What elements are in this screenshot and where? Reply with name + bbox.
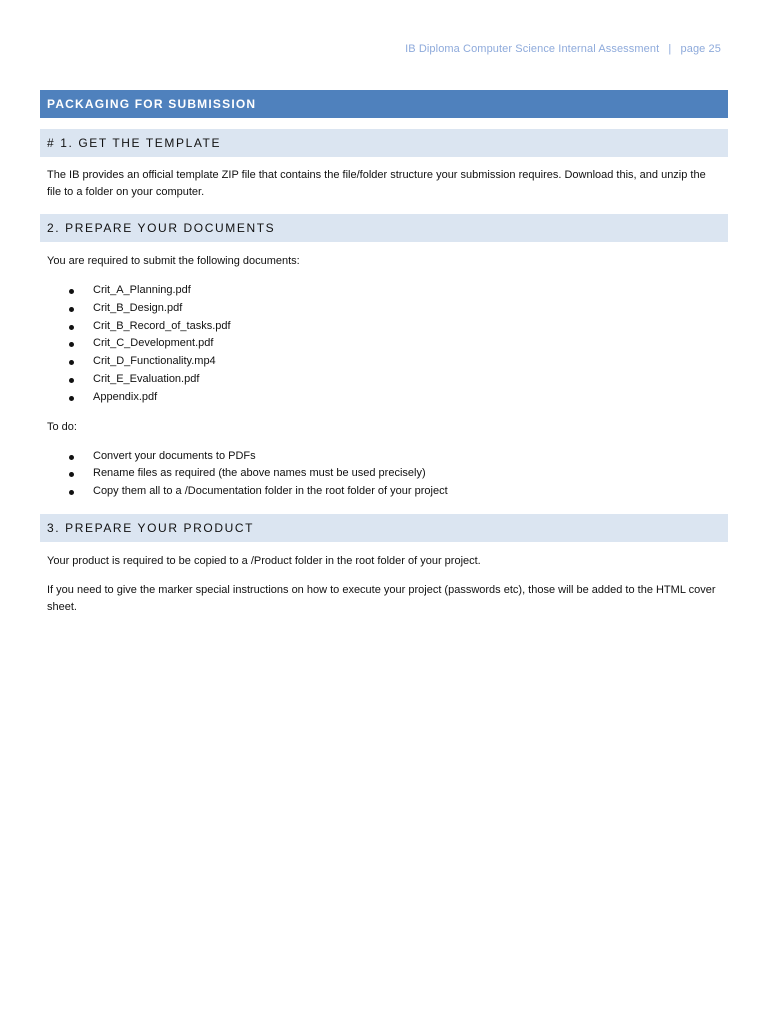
- list-item: [40, 371, 728, 389]
- list-item: [40, 448, 728, 466]
- list-item: [40, 282, 728, 300]
- list-item: [40, 300, 728, 318]
- bullet-icon: [69, 378, 74, 383]
- todo-list: [40, 448, 728, 501]
- product-paragraph: Your product is required to be copied to a /Product folder in the root folder of your project.: [47, 554, 481, 567]
- bullet-icon: [69, 360, 74, 365]
- list-item-text: Crit_C_Development.pdf: [93, 337, 214, 350]
- list-item-text: Crit_B_Record_of_tasks.pdf: [93, 319, 231, 332]
- bullet-icon: [69, 472, 74, 477]
- list-item: [40, 483, 728, 501]
- page-number: page 25: [680, 43, 721, 55]
- chapter-heading: PACKAGING FOR SUBMISSION: [40, 90, 728, 118]
- documents-intro: You are required to submit the following documents:: [47, 255, 300, 267]
- list-item-text: Crit_B_Design.pdf: [93, 301, 183, 314]
- todo-label: To do:: [47, 420, 77, 433]
- list-item-text: Crit_A_Planning.pdf: [93, 284, 191, 296]
- list-item-text: Crit_D_Functionality.mp4: [93, 355, 216, 368]
- list-item: [40, 389, 728, 407]
- header-separator: |: [668, 43, 672, 55]
- list-item-text: Crit_E_Evaluation.pdf: [93, 372, 200, 385]
- list-item: [40, 465, 728, 483]
- list-item: [40, 335, 728, 353]
- section-heading-product: 3. PREPARE YOUR PRODUCT: [40, 514, 728, 542]
- section-heading-template: # 1. GET THE TEMPLATE: [40, 129, 728, 157]
- list-item-text: Convert your documents to PDFs: [93, 449, 256, 462]
- list-item: [40, 318, 728, 336]
- bullet-icon: [69, 289, 74, 294]
- page-body: [40, 90, 728, 616]
- list-item-text: Appendix.pdf: [93, 390, 158, 403]
- section-heading-documents: 2. PREPARE YOUR DOCUMENTS: [40, 214, 728, 242]
- bullet-icon: [69, 342, 74, 347]
- template-paragraph: The IB provides an official template ZIP file that contains the file/folder structure your submission requires. Download this, and unzip the file to a folder on your computer.: [47, 169, 706, 198]
- list-item-text: Copy them all to a /Documentation folder in the root folder of your project: [93, 485, 448, 498]
- list-item-text: Rename files as required (the above names must be used precisely): [93, 467, 426, 480]
- bullet-icon: [69, 325, 74, 330]
- running-header: [405, 43, 721, 55]
- instructions-paragraph: If you need to give the marker special instructions on how to execute your project (passwords etc), those will be added to the HTML cover sheet.: [47, 583, 716, 613]
- list-item: [40, 353, 728, 371]
- bullet-icon: [69, 490, 74, 495]
- bullet-icon: [69, 455, 74, 460]
- document-title: IB Diploma Computer Science Internal Assessment: [405, 43, 660, 55]
- required-files-list: [40, 282, 728, 407]
- bullet-icon: [69, 307, 74, 312]
- bullet-icon: [69, 396, 74, 401]
